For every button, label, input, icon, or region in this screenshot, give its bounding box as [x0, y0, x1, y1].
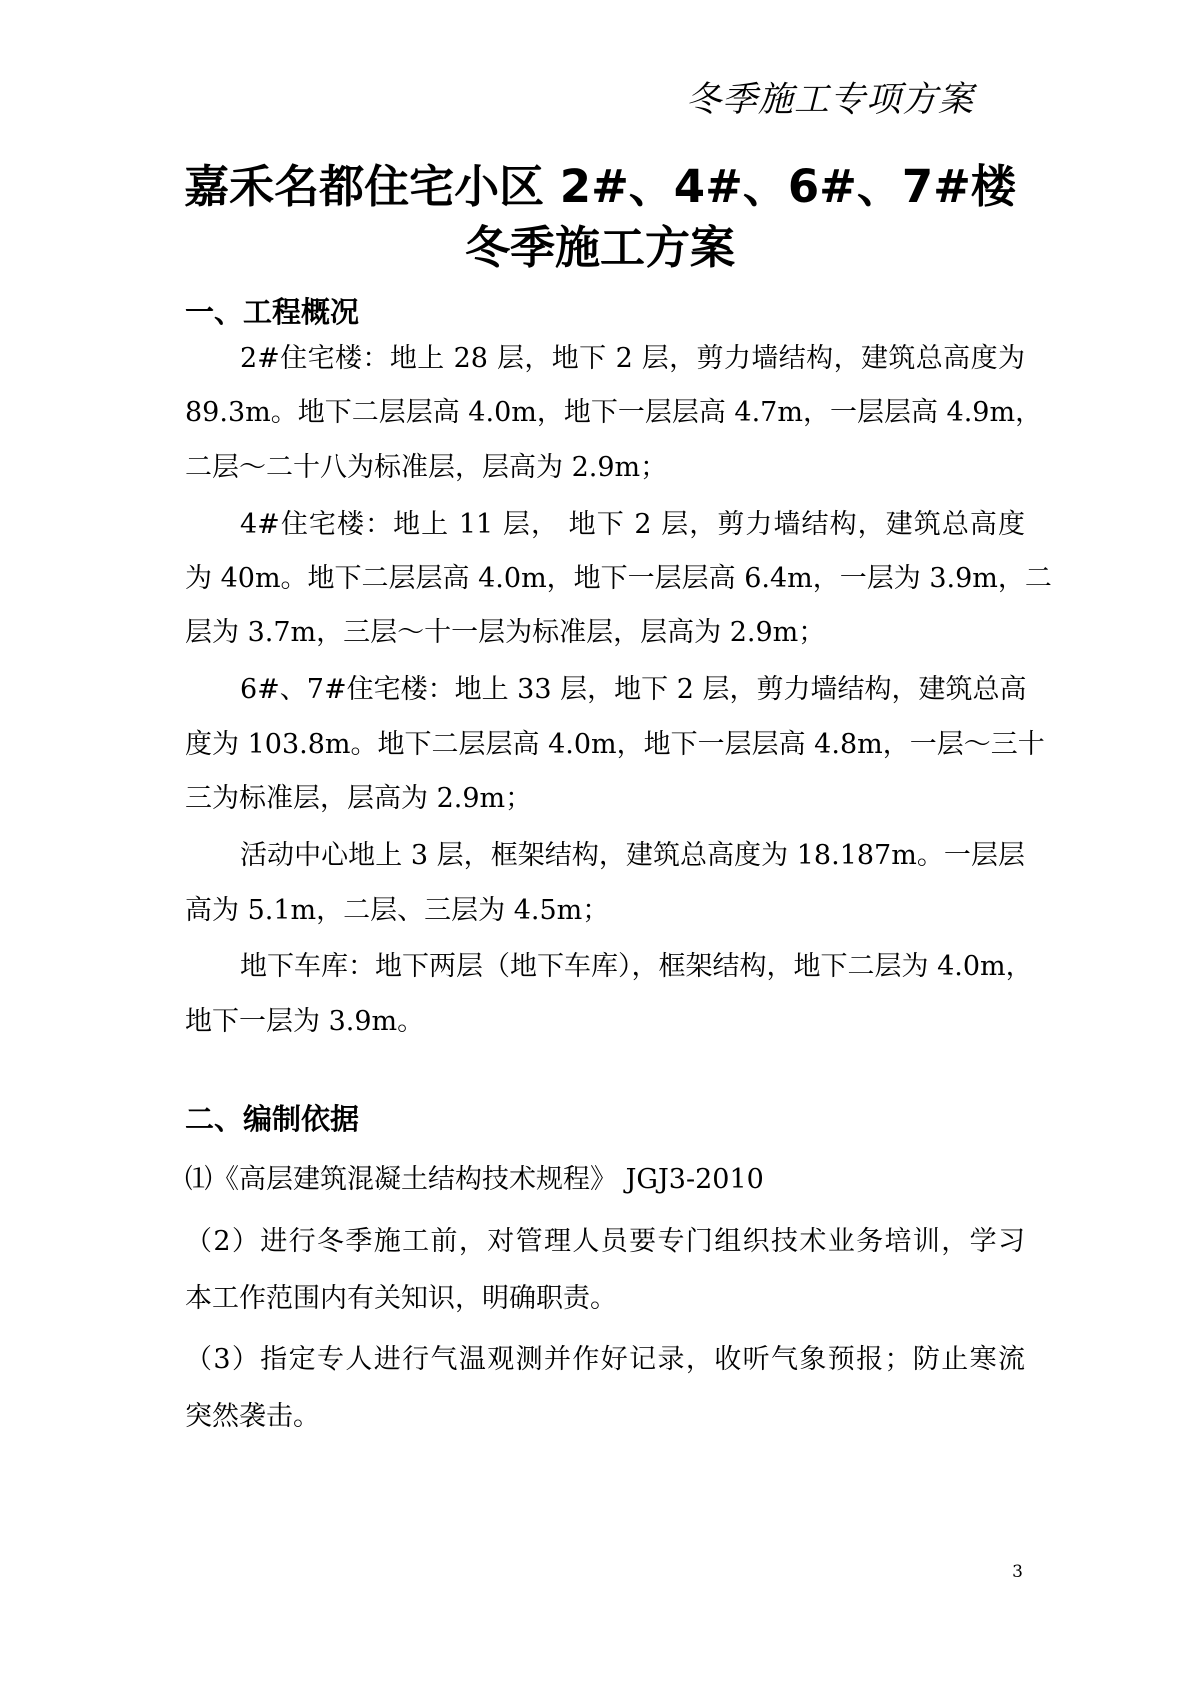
paragraph-line: 4#住宅楼：地上 11 层， 地下 2 层，剪力墙结构，建筑总高度 — [240, 509, 1025, 540]
paragraph-line: 89.3m。地下二层层高 4.0m，地下一层层高 4.7m，一层层高 4.9m， — [185, 397, 1043, 428]
paragraph-line: （2）进行冬季施工前，对管理人员要专门组织技术业务培训，学习 — [185, 1226, 1025, 1257]
document-title-line-2: 冬季施工方案 — [464, 221, 735, 274]
document-title-line-1: 嘉禾名都住宅小区 2#、4#、6#、7#楼 — [184, 160, 1016, 213]
page-number: 3 — [1012, 1562, 1023, 1582]
paragraph-line: 为 40m。地下二层层高 4.0m，地下一层层高 6.4m，一层为 3.9m，二 — [185, 563, 1052, 594]
paragraph-line: 高为 5.1m，二层、三层为 4.5m； — [185, 895, 610, 926]
paragraph-line: 6#、7#住宅楼：地上 33 层，地下 2 层，剪力墙结构，建筑总高 — [240, 674, 1027, 705]
reference-item: ⑴《高层建筑混凝土结构技术规程》 JGJ3-2010 — [185, 1164, 764, 1195]
header-title: 冬季施工专项方案 — [685, 80, 974, 120]
paragraph-line: 三为标准层，层高为 2.9m； — [185, 783, 533, 814]
paragraph-line: 层为 3.7m，三层～十一层为标准层，层高为 2.9m； — [185, 617, 826, 648]
paragraph-line: 本工作范围内有关知识，明确职责。 — [185, 1283, 617, 1314]
paragraph-line: 二层～二十八为标准层，层高为 2.9m； — [185, 452, 668, 483]
paragraph-line: 2#住宅楼：地上 28 层，地下 2 层，剪力墙结构，建筑总高度为 — [240, 343, 1025, 374]
paragraph-line: 活动中心地上 3 层，框架结构，建筑总高度为 18.187m。一层层 — [240, 840, 1025, 871]
section-1-heading: 一、工程概况 — [185, 295, 360, 329]
paragraph-line: 度为 103.8m。地下二层层高 4.0m，地下一层层高 4.8m，一层～三十 — [185, 729, 1045, 760]
section-2-heading: 二、编制依据 — [185, 1102, 360, 1136]
paragraph-line: 地下一层为 3.9m。 — [185, 1006, 425, 1037]
paragraph-line: （3）指定专人进行气温观测并作好记录，收听气象预报；防止寒流 — [185, 1344, 1025, 1375]
paragraph-line: 地下车库：地下两层（地下车库），框架结构，地下二层为 4.0m， — [240, 951, 1033, 982]
paragraph-line: 突然袭击。 — [185, 1401, 320, 1432]
